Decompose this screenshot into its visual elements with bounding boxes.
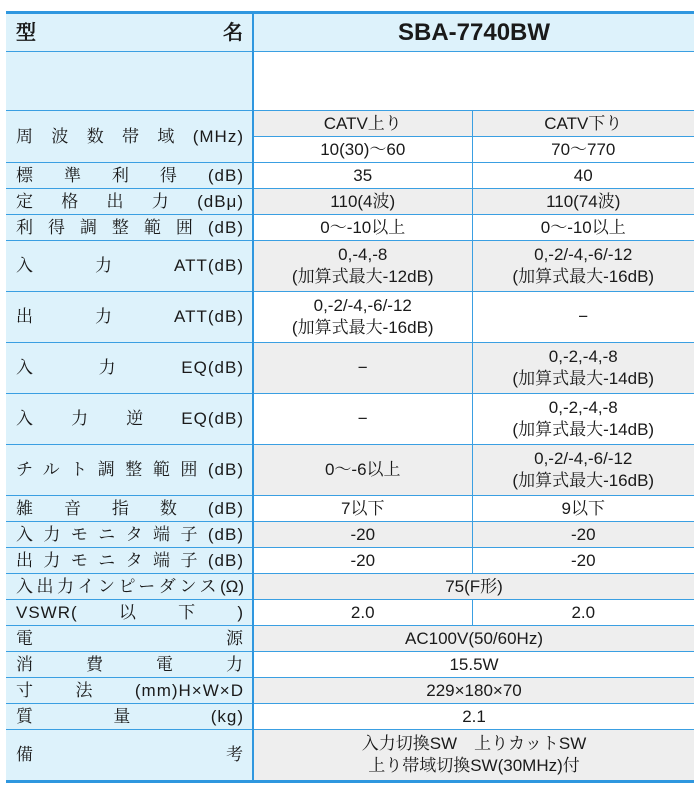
- row-label: 周波数帯域(MHz): [6, 111, 253, 163]
- cell-line: (加算式最大-16dB): [512, 471, 655, 490]
- cell-down: [472, 241, 694, 292]
- row-label: 定格出力(dBμ): [6, 189, 253, 215]
- row-label: 電源: [6, 626, 253, 652]
- cell-line: 0,-2,-4,-8: [548, 347, 618, 366]
- cell-line: 0,-2,-4,-8: [548, 398, 618, 417]
- row-label: 利得調整範囲(dB): [6, 215, 253, 241]
- cell-line: 0,-2/-4,-6/-12: [313, 296, 412, 315]
- row-label: 入力EQ(dB): [6, 343, 253, 394]
- cell-down: -20: [472, 522, 694, 548]
- row-label: 入力ATT(dB): [6, 241, 253, 292]
- cell-up: [253, 292, 472, 343]
- cell-up: 35: [253, 163, 472, 189]
- cell-down: 0〜-10以上: [472, 215, 694, 241]
- cell-down: [472, 445, 694, 496]
- cell-value: 2.1: [253, 704, 694, 730]
- cell-up: 0〜-10以上: [253, 215, 472, 241]
- cell-down: 70〜770: [472, 137, 694, 163]
- cell-line: (加算式最大-16dB): [291, 318, 434, 337]
- cell-up: -20: [253, 548, 472, 574]
- image-label-cell: [6, 52, 253, 111]
- cell-line: (加算式最大-14dB): [512, 369, 655, 388]
- cell-up: 7以下: [253, 496, 472, 522]
- row-label: 出力ATT(dB): [6, 292, 253, 343]
- cell-value: AC100V(50/60Hz): [253, 626, 694, 652]
- model-value: SBA-7740BW: [253, 13, 694, 52]
- cell-down: [472, 343, 694, 394]
- cell-up: −: [253, 343, 472, 394]
- row-label: 雑音指数(dB): [6, 496, 253, 522]
- cell-down: -20: [472, 548, 694, 574]
- row-label: VSWR(以下): [6, 600, 253, 626]
- cell-line: 上り帯域切換SW(30MHz)付: [368, 756, 580, 775]
- cell-line: (加算式最大-16dB): [512, 267, 655, 286]
- row-label: 標準利得(dB): [6, 163, 253, 189]
- cell-down: 2.0: [472, 600, 694, 626]
- row-label: 寸法(mm)H×W×D: [6, 678, 253, 704]
- cell-up: 10(30)〜60: [253, 137, 472, 163]
- table-row: [6, 111, 694, 137]
- cell-up: [253, 241, 472, 292]
- model-row: [6, 13, 694, 52]
- row-label: 消費電力: [6, 652, 253, 678]
- product-image-cell: [253, 52, 694, 111]
- spec-table: [6, 11, 694, 783]
- cell-up: 0〜-6以上: [253, 445, 472, 496]
- row-label: 入力逆EQ(dB): [6, 394, 253, 445]
- cell-line: 0,-2/-4,-6/-12: [534, 245, 633, 264]
- cell-down: 40: [472, 163, 694, 189]
- cell-line: 入力切換SW 上りカットSW: [361, 734, 587, 753]
- row-label: チルト調整範囲(dB): [6, 445, 253, 496]
- column-header-down: CATV下り: [472, 111, 694, 137]
- cell-down: [472, 394, 694, 445]
- cell-down: 9以下: [472, 496, 694, 522]
- row-label: 入力モニタ端子(dB): [6, 522, 253, 548]
- cell-up: 2.0: [253, 600, 472, 626]
- cell-line: (加算式最大-14dB): [512, 420, 655, 439]
- cell-line: (加算式最大-12dB): [291, 267, 434, 286]
- cell-value: 15.5W: [253, 652, 694, 678]
- row-label: 出力モニタ端子(dB): [6, 548, 253, 574]
- cell-value: 229×180×70: [253, 678, 694, 704]
- row-label: 質量(kg): [6, 704, 253, 730]
- cell-line: 0,-2/-4,-6/-12: [534, 449, 633, 468]
- model-label: 型名: [6, 13, 253, 52]
- cell-value: [253, 730, 694, 782]
- cell-up: 110(4波): [253, 189, 472, 215]
- image-row: [6, 52, 694, 111]
- cell-line: 0,-4,-8: [338, 245, 388, 264]
- row-label: 入出力インピーダンス(Ω): [6, 574, 253, 600]
- cell-value: 75(F形): [253, 574, 694, 600]
- cell-up: −: [253, 394, 472, 445]
- column-header-up: CATV上り: [253, 111, 472, 137]
- row-label: 備考: [6, 730, 253, 782]
- cell-down: 110(74波): [472, 189, 694, 215]
- cell-up: -20: [253, 522, 472, 548]
- cell-down: −: [472, 292, 694, 343]
